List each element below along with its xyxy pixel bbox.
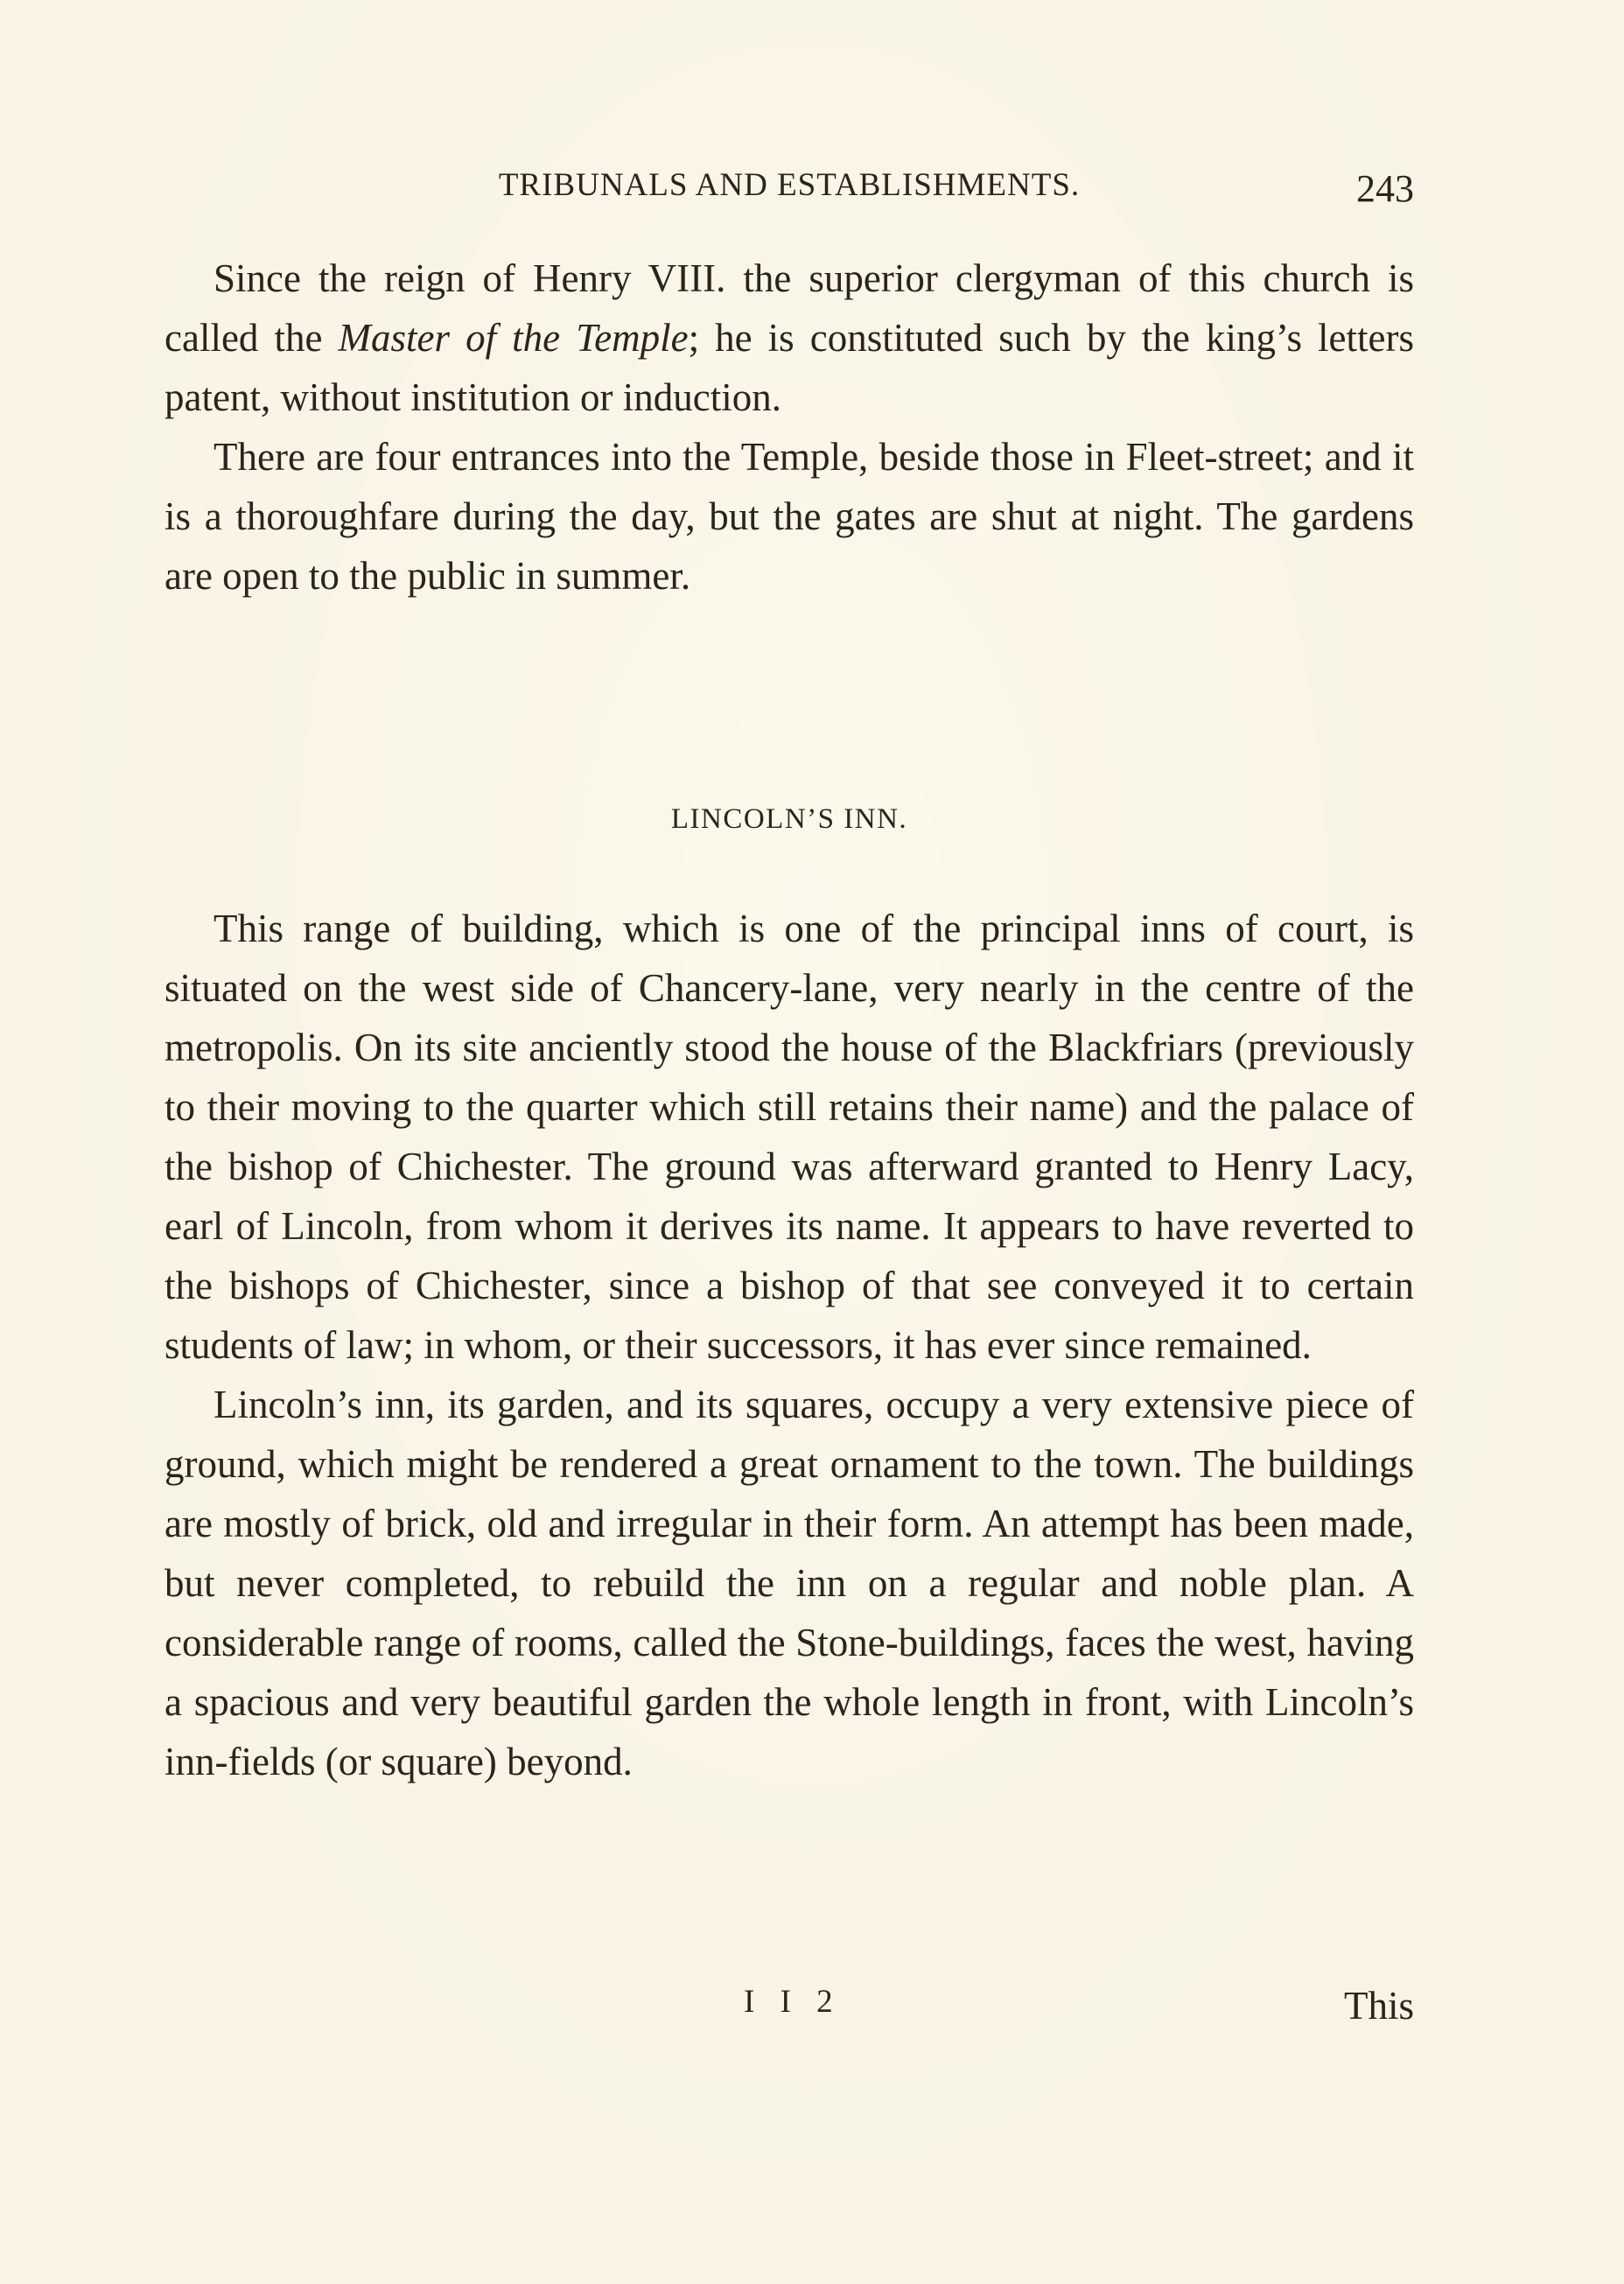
running-head bbox=[164, 163, 1414, 215]
page-number: 243 bbox=[1356, 167, 1414, 210]
temple-section bbox=[164, 249, 1414, 606]
signature-mark: I I 2 bbox=[744, 1984, 842, 2020]
paragraph-temple-entrances: There are four entrances into the Temple, beside those in Fleet-street; and it is a thoroughfare during the day, but the gates are shut at night. The gardens are open to the public in summer. bbox=[164, 435, 1414, 598]
paragraph-text: Since the reign of Henry VIII. the superior clergyman of this church is called the bbox=[164, 256, 1414, 360]
lincolns-inn-section bbox=[164, 899, 1414, 1791]
paragraph-lincolns-inn-history: This range of building, which is one of the principal inns of court, is situated on the west side of Chancery-lane, very nearly in the centre of the metropolis. On its site anciently stood the house of the Blackfriars (previously to their moving to the quarter which still retains their name) and the palace of the bishop of Chichester. The ground was afterward granted to Henry Lacy, earl of Lincoln, from whom it derives its name. It appears to have reverted to the bishops of Chichester, since a bishop of that see conveyed it to certain students of law; in whom, or their successors, it has ever since remained. bbox=[164, 907, 1414, 1367]
running-title: TRIBUNALS AND ESTABLISHMENTS. bbox=[498, 167, 1081, 203]
paragraph-lincolns-inn-grounds: Lincoln’s inn, its garden, and its squares, occupy a very extensive piece of ground, which might be rendered a great ornament to the town. The buildings are mostly of brick, old and irregular in their form. An attempt has been made, but never completed, to rebuild the inn on a regular and noble plan. A considerable range of rooms, called the Stone-buildings, faces the west, having a spacious and very beautiful garden the whole length in front, with Lincoln’s inn-fields (or square) beyond. bbox=[164, 1383, 1414, 1783]
paragraph-text: ; he is constituted such by the king’s letters patent, without institution or induction. bbox=[164, 316, 1414, 419]
page-footer bbox=[164, 1983, 1414, 2044]
catchword: This bbox=[1343, 1984, 1414, 2028]
paragraph-master-of-temple bbox=[164, 249, 1414, 427]
section-heading: LINCOLN’S INN. bbox=[670, 803, 908, 835]
italic-term: Master of the Temple bbox=[338, 316, 689, 360]
